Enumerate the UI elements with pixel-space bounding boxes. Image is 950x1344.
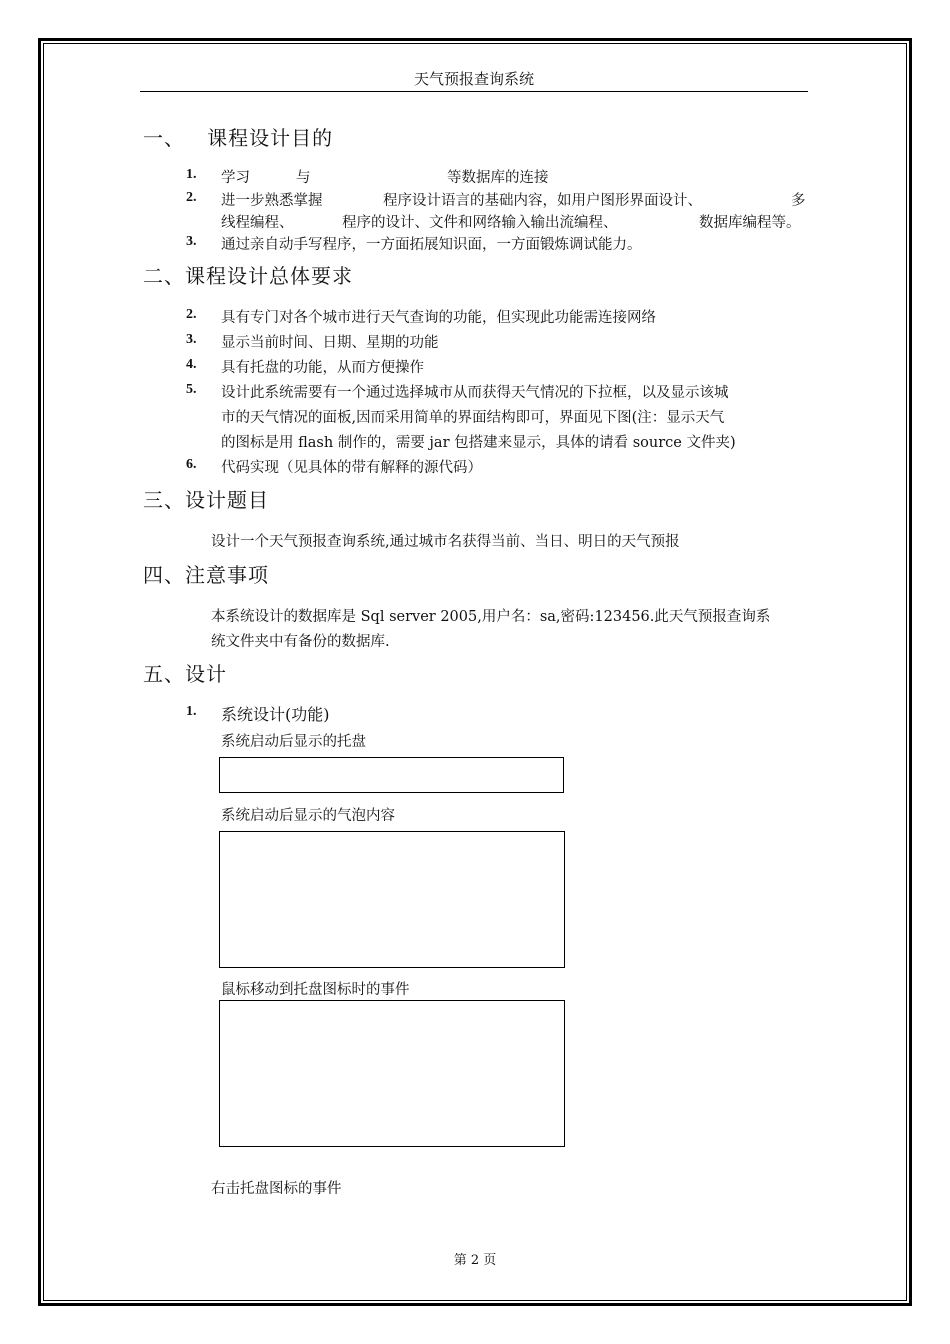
hover-screenshot-placeholder [219, 1000, 565, 1147]
s2-item-2-text: 具有专门对各个城市进行天气查询的功能，但实现此功能需连接网络 [221, 310, 656, 326]
caption-right-click: 右击托盘图标的事件 [211, 1181, 342, 1197]
s1-item-3-number: 3. [186, 234, 197, 249]
caption-hover: 鼠标移动到托盘图标时的事件 [221, 982, 410, 998]
s2-item-3-number: 3. [186, 332, 197, 347]
s1-item-2-line-2-seg-2: 程序的设计、文件和网络输入输出流编程、 [342, 215, 618, 231]
caption-tray: 系统启动后显示的托盘 [221, 734, 366, 750]
s1-item-1-seg-1: 学习 [221, 170, 250, 186]
s4-line-2: 统文件夹中有备份的数据库. [211, 634, 390, 650]
s1-item-3-text: 通过亲自动手写程序，一方面拓展知识面，一方面锻炼调试能力。 [221, 237, 642, 253]
page-number: 第 2 页 [453, 1253, 497, 1268]
s4-line-1: 本系统设计的数据库是 Sql server 2005,用户名：sa,密码:123456.此天气预报查询系 [211, 609, 771, 625]
s2-item-5-number: 5. [186, 382, 197, 397]
section-4-title: 四、注意事项 [143, 563, 269, 587]
s1-item-2-line-1-seg-3: 多 [791, 193, 806, 209]
s1-item-2-line-2-seg-3: 数据库编程等。 [699, 215, 801, 231]
s5-item-1-text: 系统设计(功能) [221, 705, 330, 724]
s2-item-4-number: 4. [186, 357, 197, 372]
bubble-screenshot-placeholder [219, 831, 565, 968]
section-5-title: 五、设计 [143, 662, 227, 686]
section-3-title: 三、设计题目 [143, 488, 269, 512]
s1-item-2-line-2-seg-1: 线程编程、 [221, 215, 294, 231]
section-2-title: 二、课程设计总体要求 [143, 264, 353, 288]
s2-item-5-line-2: 市的天气情况的面板,因而采用简单的界面结构即可，界面见下图(注：显示天气 [221, 410, 725, 426]
s1-item-1-number: 1. [186, 167, 197, 182]
header-rule [140, 91, 808, 92]
s2-item-3-text: 显示当前时间、日期、星期的功能 [221, 335, 439, 351]
s3-text: 设计一个天气预报查询系统,通过城市名获得当前、当日、明日的天气预报 [211, 534, 680, 550]
s2-item-5-line-1: 设计此系统需要有一个通过选择城市从而获得天气情况的下拉框，以及显示该城 [221, 385, 729, 401]
caption-bubble: 系统启动后显示的气泡内容 [221, 808, 395, 824]
s2-item-6-text: 代码实现（见具体的带有解释的源代码） [221, 460, 482, 476]
s2-item-5-line-3: 的图标是用 flash 制作的，需要 jar 包搭建来显示，具体的请看 source 文件夹) [221, 435, 736, 451]
s2-item-2-number: 2. [186, 307, 197, 322]
s1-item-1-seg-3: 等数据库的连接 [447, 170, 549, 186]
s5-item-1-number: 1. [186, 704, 197, 719]
s1-item-2-line-1-seg-2: 程序设计语言的基础内容，如用户图形界面设计、 [383, 193, 702, 209]
tray-screenshot-placeholder [219, 757, 564, 793]
s1-item-1-seg-2: 与 [296, 170, 311, 186]
section-1-title: 一、 课程设计目的 [143, 126, 334, 150]
s2-item-4-text: 具有托盘的功能，从而方便操作 [221, 360, 424, 376]
s2-item-6-number: 6. [186, 457, 197, 472]
s1-item-2-number: 2. [186, 190, 197, 205]
running-header: 天气预报查询系统 [413, 70, 534, 88]
s1-item-2-line-1-seg-1: 进一步熟悉掌握 [221, 193, 323, 209]
